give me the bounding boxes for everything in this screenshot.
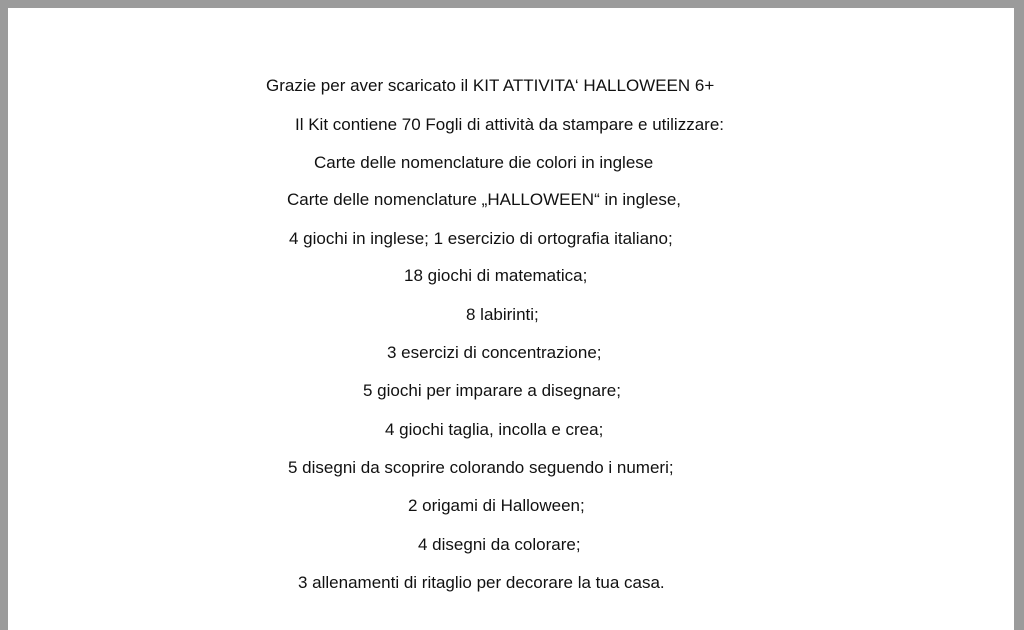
text-line-5: 4 giochi in inglese; 1 esercizio di ortografia italiano; [289, 229, 673, 248]
text-line-2: Il Kit contiene 70 Fogli di attività da stampare e utilizzare: [295, 115, 724, 134]
text-line-8: 3 esercizi di concentrazione; [387, 343, 602, 362]
text-line-13: 4 disegni da colorare; [418, 535, 581, 554]
text-line-7: 8 labirinti; [466, 305, 539, 324]
text-line-6: 18 giochi di matematica; [404, 266, 588, 285]
text-line-12: 2 origami di Halloween; [408, 496, 585, 515]
document-page [8, 8, 1014, 630]
text-line-14: 3 allenamenti di ritaglio per decorare la tua casa. [298, 573, 665, 592]
text-line-3: Carte delle nomenclature die colori in inglese [314, 153, 654, 172]
text-line-4: Carte delle nomenclature „HALLOWEEN“ in inglese, [287, 190, 682, 209]
text-line-9: 5 giochi per imparare a disegnare; [363, 381, 621, 400]
text-line-1: Grazie per aver scaricato il KIT ATTIVITA‘ HALLOWEEN 6+ [266, 76, 715, 95]
text-line-11: 5 disegni da scoprire colorando seguendo i numeri; [288, 458, 674, 477]
text-line-10: 4 giochi taglia, incolla e crea; [385, 420, 604, 439]
